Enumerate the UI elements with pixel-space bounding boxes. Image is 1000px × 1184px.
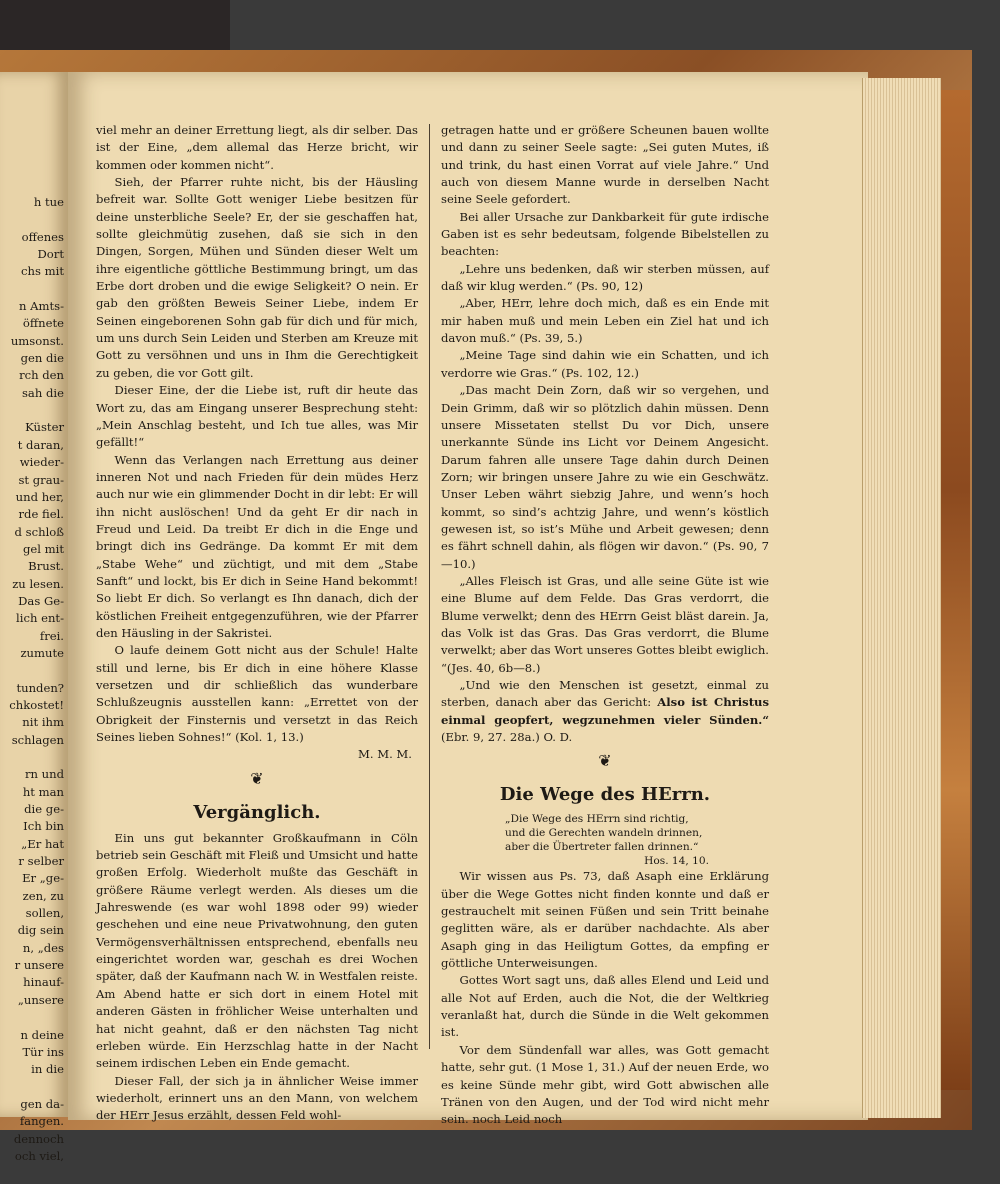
left-page-line: sah die (21, 385, 64, 400)
left-page-line: Das Ge- (18, 593, 64, 608)
left-page-line: n deine (20, 1027, 64, 1042)
article-title: Die Wege des HErrn. (499, 784, 711, 806)
motto-line: und die Gerechten wandeln drinnen, (505, 827, 703, 840)
paragraph: Bei aller Ursache zur Dankbarkeit für gute irdische Gaben ist es sehr bedeutsam, folgende Bibelstellen zu beachten: (441, 209, 769, 259)
left-page-line: Küster (25, 420, 64, 435)
left-page-line: h tue (33, 195, 64, 209)
paragraph: Ein uns gut bekannter Großkaufmann in Cöln betrieb sein Geschäft mit Fleiß und Umsicht und hatte großen Erfolg. Wiederholt mußte das Geschäft in größere Räume verlegt werden. Als dieses um die Jahreswende (es war wohl 1898 oder 99) wieder geschehen und eine neue Privatwohnung, den guten Vermögensverhältnissen entsprechend, ebenfalls neu eingerichtet worden war, geschah es drei Wochen später, daß der Kaufmann nach W. in Westfalen reiste. Am Abend hatte er sich dort in einem Hotel mit anderen Gästen in fröhlicher Weise unterhalten und hat nicht geahnt, daß er den nächsten Tag nicht erleben würde. Ein Herzschlag hatte in der Nacht seinem irdischen Leben ein Ende gemacht. (96, 830, 418, 1071)
left-page-line: n Amts- (18, 299, 64, 314)
left-page (0, 72, 68, 1163)
left-page-line: st grau- (18, 472, 64, 487)
left-page-line: Brust. (28, 559, 64, 574)
paragraph: Wenn das Verlangen nach Errettung aus deiner inneren Not und nach Frieden für dein müdes Herz auch nur wie ein glimmender Docht in dir lebt: Er will ihn nicht auslöschen! Und da geht Er dir nach in Freud und Leid. Da treibt Er dich in die Enge und bringt dich ins Gedränge. Da kommt Er mit dem „Stabe Wehe“ und züchtigt, und mit dem „Stabe Sanft“ und lockt, bis Er dich in Seine Hand bekommt! So liebt Er dich. So verlangt es Ihn danach, dich der köstlichen Freiheit entgegenzuführen, wie der Pfarrer den Häusling in der Sakristei. (96, 452, 418, 640)
book-cover-edge (940, 90, 970, 1090)
bible-quote: „Lehre uns bedenken, daß wir sterben müssen, auf daß wir klug werden.“ (Ps. 90, 12) (441, 261, 769, 294)
paragraph: Wir wissen aus Ps. 73, daß Asaph eine Erklärung über die Wege Gottes nicht finden konnte und daß er gestrauchelt mit seinen Füßen und sein Tritt beinahe geglitten wäre, als er darüber nachdachte. Als aber Asaph ging in das Heiligtum Gottes, da empfing er göttliche Unterweisungen. (441, 869, 769, 971)
left-page-line: r selber (18, 854, 64, 869)
bible-quote (441, 677, 769, 746)
left-page-line: chkostet! (9, 697, 64, 712)
motto-reference: Hos. 14, 10. (644, 855, 709, 868)
left-page-line: dig sein (17, 923, 64, 938)
left-page-line: gen die (20, 351, 64, 366)
column-divider (429, 124, 430, 1049)
left-page-line: die ge- (24, 802, 64, 817)
left-page-line: gen da- (20, 1096, 64, 1111)
left-page-line (0, 211, 64, 228)
column-right (441, 122, 769, 1129)
left-page-line: n, „des (22, 940, 64, 955)
left-page-line: rde fiel. (18, 507, 64, 522)
left-page-text (0, 194, 64, 1165)
left-page-line: gel mit (22, 541, 64, 556)
left-page-line: t daran, (17, 437, 64, 452)
left-page-line: ht man (22, 784, 64, 799)
quote-text: „Und wie den Menschen ist gesetzt, einmal zu sterben, danach aber das Gericht: (441, 678, 769, 710)
paragraph: O laufe deinem Gott nicht aus der Schule! Halte still und lerne, bis Er dich in eine höhere Klasse versetzen und dir schließlich das wunderbare Schlußzeugnis ausstellen kann: „Errettet von der Obrigkeit der Finsternis und versetzt in das Reich Seines lieben Sohnes!“ (Kol. 1, 13.) (96, 643, 418, 745)
motto-line: „Die Wege des HErrn sind richtig, (505, 813, 689, 826)
left-page-line: rch den (19, 368, 64, 383)
article-title: Vergänglich. (193, 801, 321, 823)
motto-line: aber die Übertreter fallen drinnen.“ (505, 841, 699, 854)
left-page-line: frei. (39, 628, 64, 643)
paragraph: getragen hatte und er größere Scheunen bauen wollte und dann zu seiner Seele sagte: „Sei guten Mutes, iß und trink, du hast einen Vorrat auf viele Jahre.“ Und auch von diesem Manne wurde in derselben Nacht seine Seele gefordert. (441, 123, 769, 207)
left-page-line: „Er hat (21, 836, 64, 851)
left-page-line: dennoch (13, 1131, 64, 1146)
left-page-line: zen, zu (22, 888, 64, 903)
left-page-line: in die (31, 1062, 64, 1077)
left-page-line (0, 281, 64, 298)
left-page-line (0, 1009, 64, 1026)
column-left (96, 122, 418, 1125)
paragraph: Dieser Eine, der die Liebe ist, ruft dir heute das Wort zu, das am Eingang unserer Besprechung steht: „Mein Anschlag besteht, und Ich tue alles, was Mir gefällt!“ (96, 383, 418, 450)
paragraph: viel mehr an deiner Errettung liegt, als dir selber. Das ist der Eine, „dem allemal das Herze bricht, wir kommen oder kommen nicht“. (96, 123, 418, 172)
bible-quote: „Meine Tage sind dahin wie ein Schatten, und ich verdorre wie Gras.“ (Ps. 102, 12.) (441, 348, 769, 380)
left-page-line: sollen, (25, 906, 64, 921)
left-page-line: hinauf- (23, 975, 64, 990)
left-page-line: chs mit (21, 264, 64, 279)
signature: M. M. M. (357, 747, 412, 762)
paragraph: Dieser Fall, der sich ja in ähnlicher Weise immer wiederholt, erinnert uns an den Mann, von welchem der HErr Jesus erzählt, dessen Feld wohl- (96, 1073, 418, 1123)
left-page-line: lich ent- (16, 611, 64, 626)
left-page-line: d schloß (14, 524, 64, 539)
left-page-line (0, 1079, 64, 1096)
page-edges (862, 78, 941, 1118)
left-page-line: rn und (24, 767, 64, 782)
quote-reference: (Ebr. 9, 27. 28a.) O. D. (441, 730, 573, 745)
ornament-icon: ❦ (598, 751, 612, 771)
left-page-line: „unsere (17, 992, 64, 1007)
left-page-line: offenes (21, 229, 64, 244)
left-page-line (0, 662, 64, 679)
left-page-line (0, 402, 64, 419)
paragraph: Gottes Wort sagt uns, daß alles Elend und Leid und alle Not auf Erden, auch die Not, die der Weltkrieg veranlaßt hat, durch die Sünde in die Welt gekommen ist. (441, 973, 769, 1040)
left-page-line: och viel, (14, 1148, 64, 1163)
left-page-line (0, 749, 64, 766)
left-page-line: öffnete (22, 316, 64, 331)
left-page-line: umsonst. (10, 333, 64, 348)
left-page-line: wieder- (19, 455, 64, 470)
left-page-line: tunden? (16, 680, 64, 695)
left-page-line: Tür ins (22, 1044, 64, 1059)
left-page-line: zu lesen. (12, 576, 64, 591)
left-page-line: Dort (37, 247, 64, 262)
left-page-line: fangen. (19, 1114, 64, 1129)
paragraph: Sieh, der Pfarrer ruhte nicht, bis der Häusling befreit war. Sollte Gott weniger Liebe besitzen für deine unsterbliche Seele? Er, der sie geschaffen hat, sollte gleichmütig zusehen, daß sie sich in den Dingen, Sorgen, Mühen und Sünden dieser Welt um ihre eigentliche göttliche Bestimmung bringt, um das Erbe dort droben und die ewige Seligkeit? O nein. Er gab den größten Beweis Seiner Liebe, indem Er Seinen eingeborenen Sohn gab für dich und für mich, um uns durch Sein Leiden und Sterben am Kreuze mit Gott zu versöhnen und uns in Ihm die Gerechtigkeit zu geben, die vor Gott gilt. (96, 175, 418, 380)
left-page-line: und her, (15, 489, 64, 504)
ornament-icon: ❦ (250, 768, 264, 788)
left-page-line: Er „ge- (22, 871, 64, 886)
left-page-line: schlagen (11, 732, 64, 747)
bible-quote: „Das macht Dein Zorn, daß wir so vergehen, und Dein Grimm, daß wir so plötzlich dahin müssen. Denn unsere Missetaten stellst Du vor Dich, unsere unerkannte Sünde ins Licht vor Deinem Angesicht. Darum fahren alle unsere Tage dahin durch Deinen Zorn; wir bringen unsere Jahre zu wie ein Geschwätz. Unser Leben währt siebzig Jahre, und wenn’s hoch kommt, so sind’s achtzig Jahre, und wenn’s köstlich gewesen ist, so ist’s Mühe und Arbeit gewesen; denn es fährt schnell dahin, als flögen wir davon.“ (Ps. 90, 7—10.) (441, 383, 769, 571)
emphasis-text: Also ist Christus einmal geopfert, wegzunehmen vieler Sünden.“ (441, 695, 770, 727)
bible-quote: „Aber, HErr, lehre doch mich, daß es ein Ende mit mir haben muß und mein Leben ein Ziel hat und ich davon muß.“ (Ps. 39, 5.) (441, 296, 769, 346)
left-page-line: Ich bin (23, 819, 64, 834)
bible-quote: „Alles Fleisch ist Gras, und alle seine Güte ist wie eine Blume auf dem Felde. Das Gras verdorrt, die Blume verwelkt; denn des HErrn Geist bläst darein. Ja, das Volk ist das Gras. Das Gras verdorrt, die Blume verwelkt; aber das Wort unseres Gottes bleibt ewiglich. “(Jes. 40, 6b—8.) (441, 573, 769, 675)
left-page-line: nit ihm (22, 715, 64, 730)
left-page-line: zumute (20, 645, 64, 660)
paragraph: Vor dem Sündenfall war alles, was Gott gemacht hatte, sehr gut. (1 Mose 1, 31.) Auf der neuen Erde, wo es keine Sünde mehr gibt, wird Gott abwischen alle Tränen von den Augen, und der Tod wird nicht mehr sein. noch Leid noch (441, 1042, 769, 1127)
left-page-line: r unsere (14, 958, 64, 973)
